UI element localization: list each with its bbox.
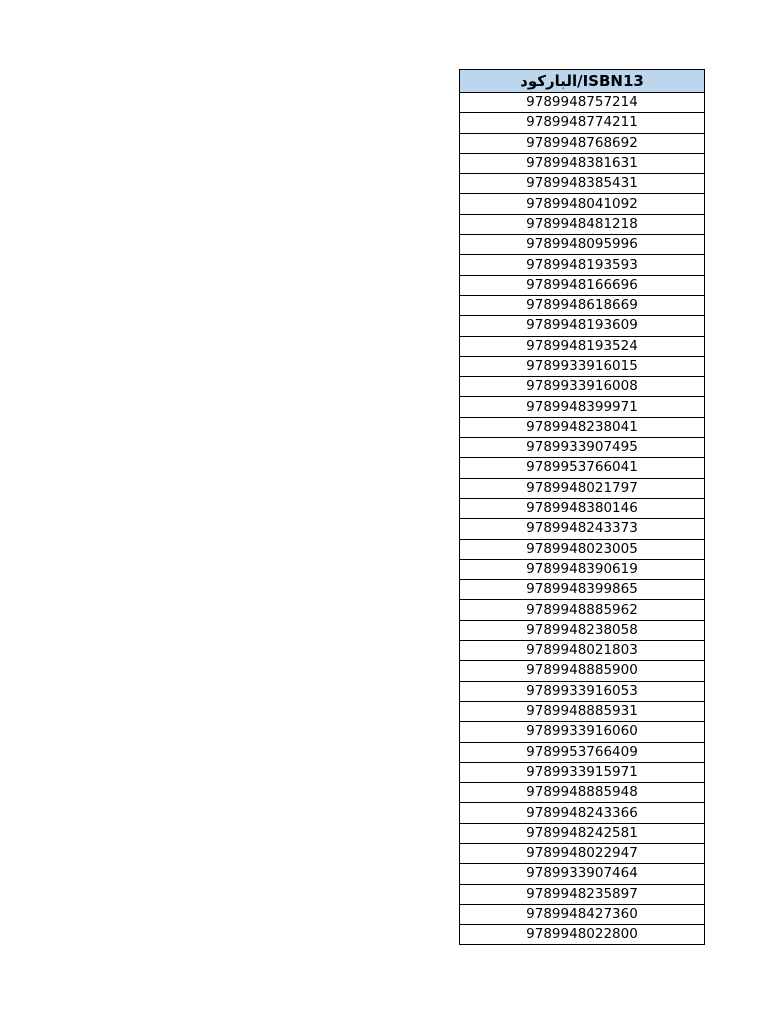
- isbn-cell: 9789948390619: [460, 559, 705, 579]
- isbn-cell: 9789948243373: [460, 519, 705, 539]
- isbn-cell: 9789948021797: [460, 478, 705, 498]
- table-row: [460, 336, 705, 356]
- isbn-cell: 9789933907495: [460, 438, 705, 458]
- table-row: [460, 255, 705, 275]
- isbn-cell: 9789948193524: [460, 336, 705, 356]
- isbn-cell: 9789948242581: [460, 823, 705, 843]
- table-row: [460, 925, 705, 945]
- isbn-cell: 9789948235897: [460, 884, 705, 904]
- table-row: [460, 600, 705, 620]
- table-row: [460, 762, 705, 782]
- isbn-cell: 9789933916053: [460, 681, 705, 701]
- table-row: [460, 316, 705, 336]
- table-row: [460, 93, 705, 113]
- table-row: [460, 519, 705, 539]
- isbn-cell: 9789948618669: [460, 295, 705, 315]
- isbn-cell: 9789948022947: [460, 843, 705, 863]
- isbn-cell: 9789948095996: [460, 235, 705, 255]
- isbn-cell: 9789948399865: [460, 580, 705, 600]
- table-row: [460, 377, 705, 397]
- table-row: [460, 133, 705, 153]
- isbn-cell: 9789948021803: [460, 641, 705, 661]
- isbn-cell: 9789948885948: [460, 783, 705, 803]
- table-row: [460, 113, 705, 133]
- isbn-cell: 9789933916015: [460, 356, 705, 376]
- isbn-cell: 9789948243366: [460, 803, 705, 823]
- table-row: [460, 559, 705, 579]
- table-row: [460, 458, 705, 478]
- table-row: [460, 843, 705, 863]
- isbn-cell: 9789948381631: [460, 153, 705, 173]
- table-row: [460, 620, 705, 640]
- table-row: [460, 641, 705, 661]
- table-row: [460, 275, 705, 295]
- isbn-cell: 9789948885962: [460, 600, 705, 620]
- table-row: [460, 823, 705, 843]
- table-row: [460, 681, 705, 701]
- isbn-cell: 9789948041092: [460, 194, 705, 214]
- isbn-cell: 9789948193609: [460, 316, 705, 336]
- isbn-table: [459, 69, 705, 945]
- table-row: [460, 295, 705, 315]
- isbn-cell: 9789948023005: [460, 539, 705, 559]
- isbn-cell: 9789933907464: [460, 864, 705, 884]
- table-row: [460, 153, 705, 173]
- table-row: [460, 498, 705, 518]
- isbn-cell: 9789948768692: [460, 133, 705, 153]
- table-row: [460, 580, 705, 600]
- isbn-cell: 9789933915971: [460, 762, 705, 782]
- isbn-cell: 9789948427360: [460, 904, 705, 924]
- isbn-cell: 9789948238058: [460, 620, 705, 640]
- isbn-cell: 9789948774211: [460, 113, 705, 133]
- isbn-cell: 9789933916008: [460, 377, 705, 397]
- isbn-cell: 9789948238041: [460, 417, 705, 437]
- table-header: [460, 70, 705, 93]
- table-row: [460, 174, 705, 194]
- table-row: [460, 214, 705, 234]
- isbn-cell: 9789948193593: [460, 255, 705, 275]
- table-row: [460, 539, 705, 559]
- table-row: [460, 235, 705, 255]
- table-row: [460, 397, 705, 417]
- isbn-cell: 9789948166696: [460, 275, 705, 295]
- table-row: [460, 478, 705, 498]
- table-row: [460, 803, 705, 823]
- isbn-cell: 9789948885900: [460, 661, 705, 681]
- table-body: [460, 93, 705, 945]
- isbn-column-header: الباركود/ISBN13: [460, 70, 705, 93]
- table-row: [460, 904, 705, 924]
- isbn-cell: 9789953766409: [460, 742, 705, 762]
- table-row: [460, 722, 705, 742]
- isbn-cell: 9789948481218: [460, 214, 705, 234]
- table-row: [460, 783, 705, 803]
- isbn-cell: 9789933916060: [460, 722, 705, 742]
- isbn-cell: 9789948885931: [460, 701, 705, 721]
- table-row: [460, 884, 705, 904]
- table-row: [460, 864, 705, 884]
- isbn-cell: 9789948380146: [460, 498, 705, 518]
- table-row: [460, 742, 705, 762]
- table-row: [460, 438, 705, 458]
- table-row: [460, 417, 705, 437]
- table-row: [460, 661, 705, 681]
- table-row: [460, 701, 705, 721]
- header-row: [460, 70, 705, 93]
- isbn-cell: 9789953766041: [460, 458, 705, 478]
- isbn-cell: 9789948022800: [460, 925, 705, 945]
- isbn-cell: 9789948757214: [460, 93, 705, 113]
- isbn-cell: 9789948385431: [460, 174, 705, 194]
- isbn-cell: 9789948399971: [460, 397, 705, 417]
- table-row: [460, 194, 705, 214]
- table-row: [460, 356, 705, 376]
